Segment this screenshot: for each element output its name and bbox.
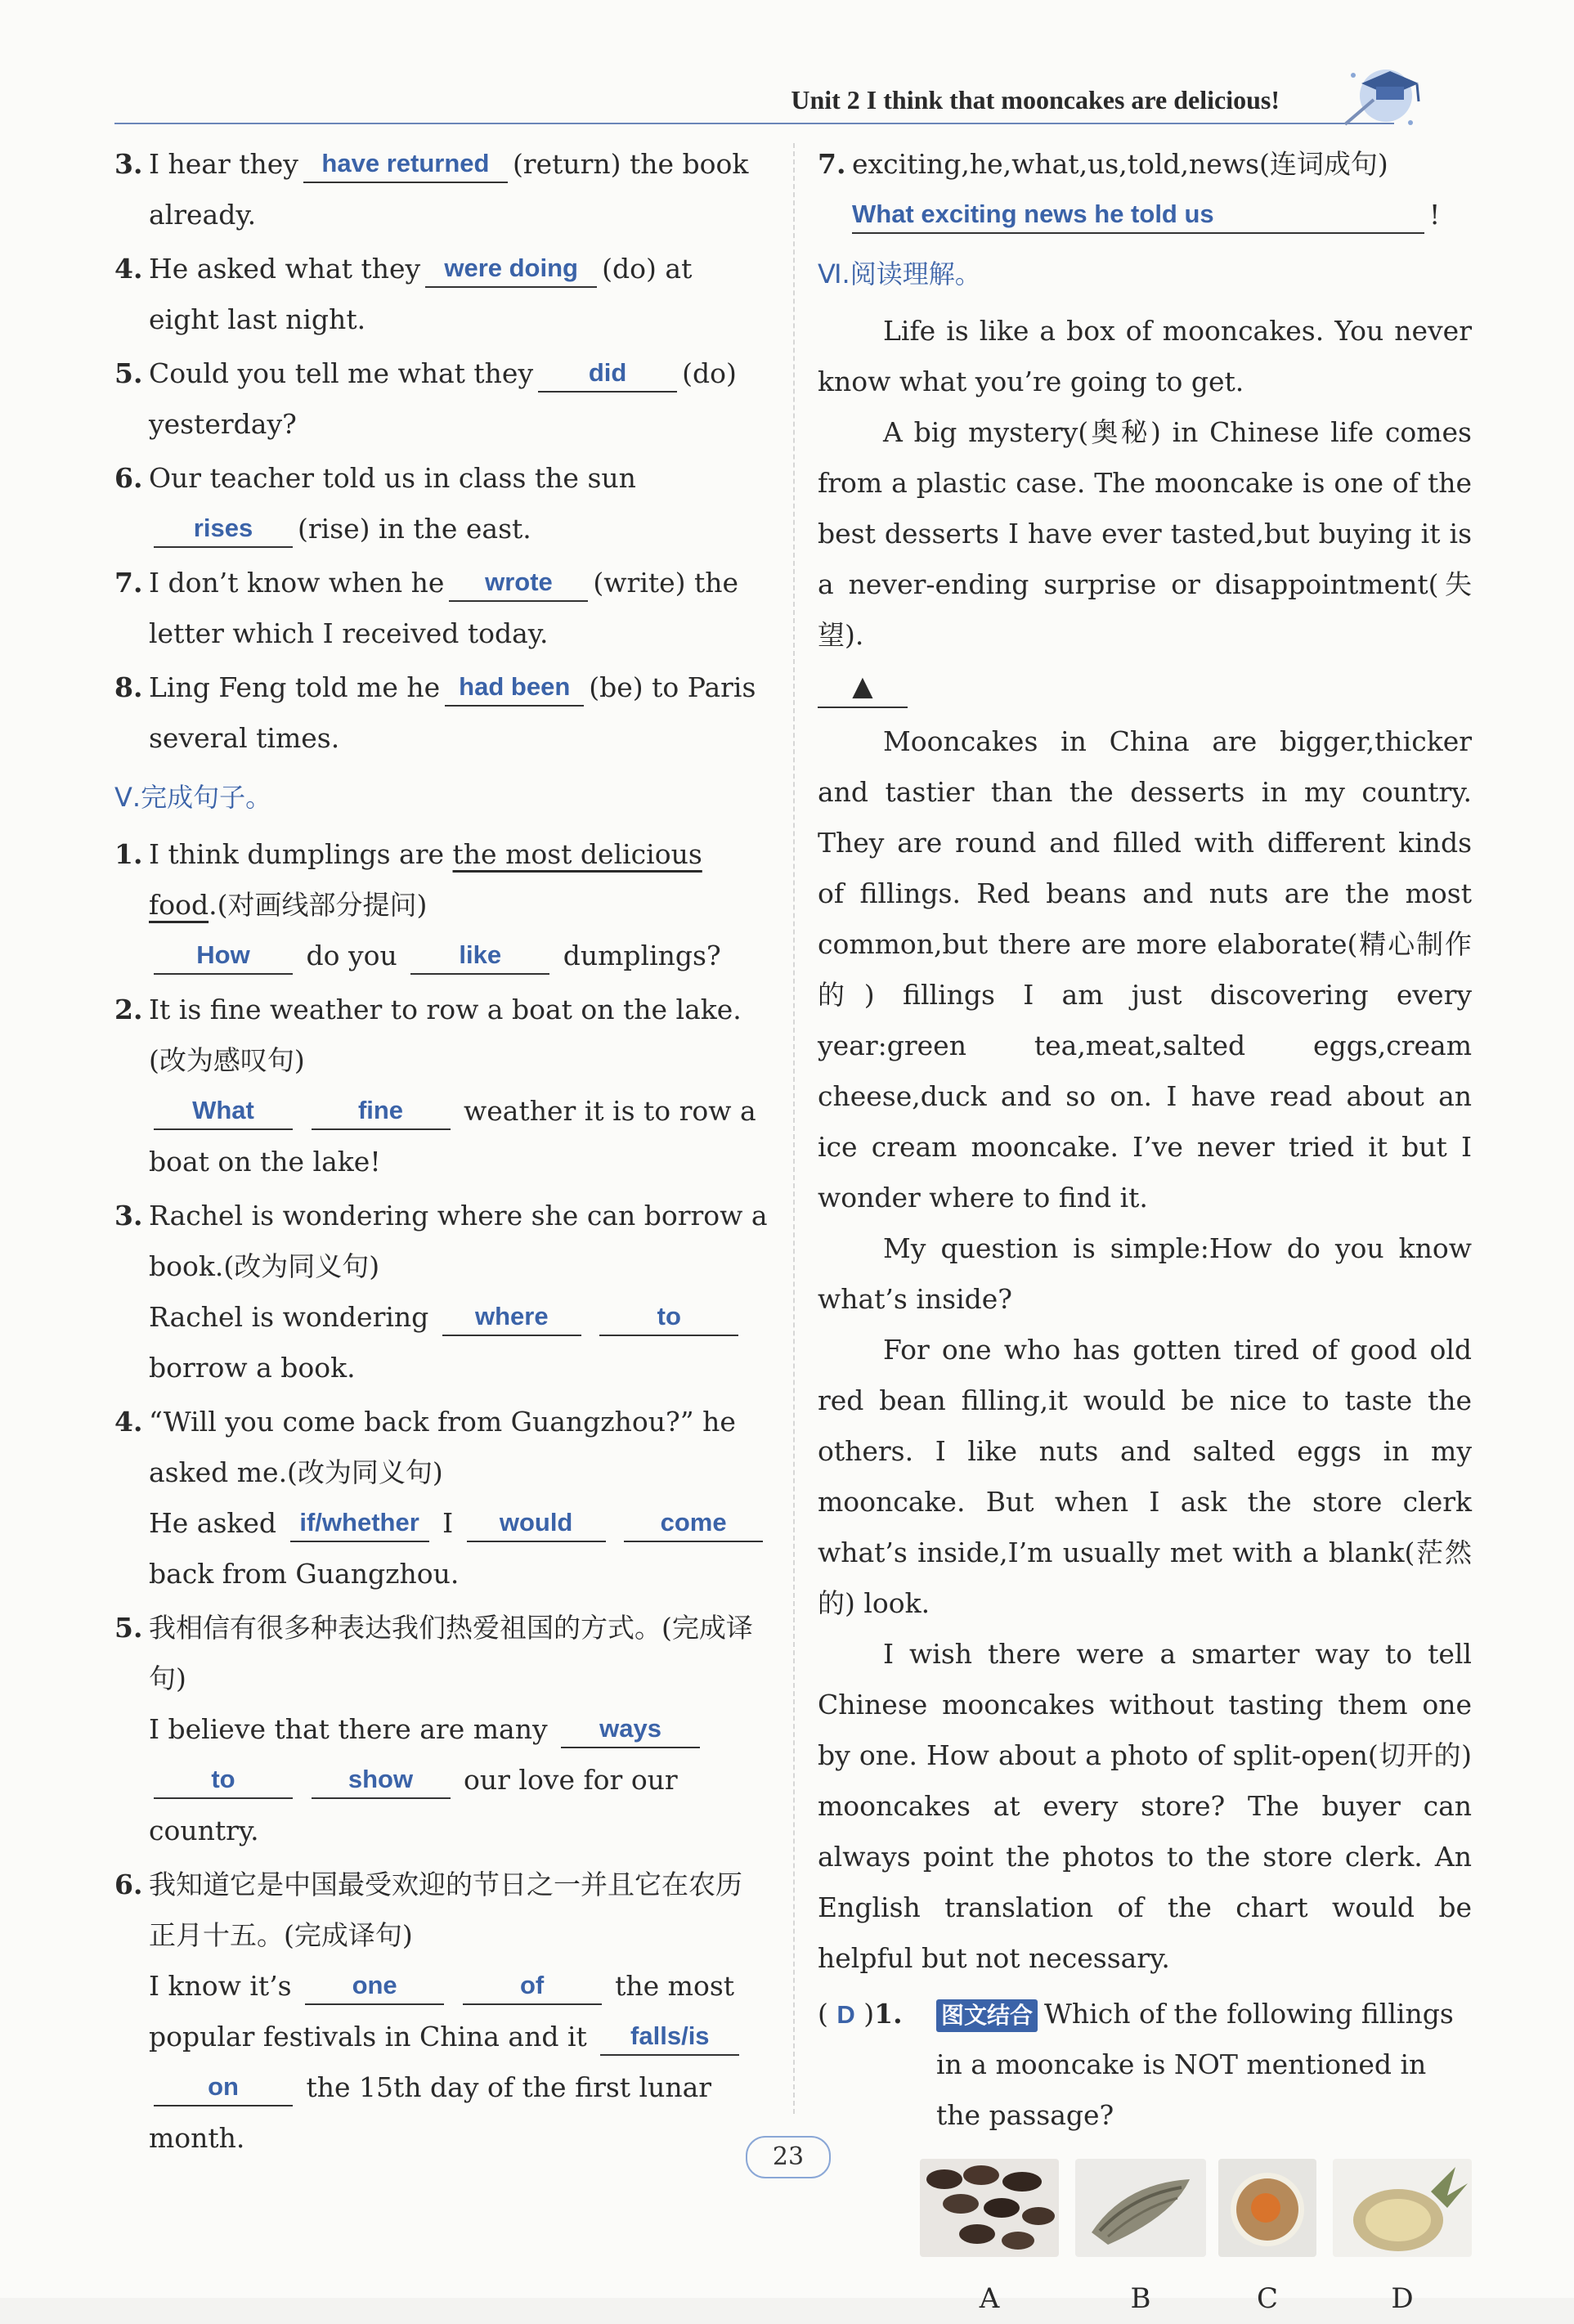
answer-text: ways [599, 1714, 662, 1743]
item-text: (be) to Paris several times. [149, 671, 756, 754]
answer-text: had been [459, 672, 571, 701]
item-text: “Will you come back from Guangzhou?” he asked me.(改为同义句) [149, 1406, 736, 1488]
item-number: 3. [114, 1200, 143, 1232]
sentence-item [114, 1191, 769, 1393]
right-column [818, 139, 1472, 2322]
answer-text: of [519, 1971, 545, 1999]
item-text: I think dumplings are [149, 838, 445, 870]
mcq-answer-bracket: ( D )1. [818, 1998, 903, 2030]
header-rule [114, 123, 1394, 124]
answer-blank [312, 1761, 451, 1799]
mcq-item [818, 1989, 1472, 2141]
answer-text: show [348, 1765, 414, 1793]
page-header [114, 75, 1460, 124]
answer-text: would [499, 1508, 573, 1537]
graduation-cap-icon [1329, 59, 1427, 132]
item-text: I know it’s [149, 1970, 292, 2002]
item-text: (do) at eight last night. [149, 253, 693, 335]
item-text: the most popular festivals in China and it [149, 1970, 735, 2053]
item-text: I [442, 1507, 454, 1539]
option-label: A [979, 2282, 1000, 2315]
answer-text: one [352, 1971, 397, 1999]
passage-paragraph: A big mystery(奥秘) in Chinese life comes from a plastic case. The mooncake is one of the best desserts I have ever tasted,but buying it is a never-ending surprise or disappointment(失望). [818, 416, 1472, 651]
item-text: He asked [149, 1507, 277, 1539]
item-text: It is fine weather to row a boat on the lake.(改为感叹句) [149, 994, 742, 1076]
option-label: D [1391, 2282, 1414, 2315]
item-text: weather it is to row a boat on the lake! [149, 1095, 756, 1178]
item-number: 4. [114, 1406, 143, 1438]
section-heading: Ⅵ.阅读理解。 [818, 258, 981, 289]
item-number: 6. [114, 462, 143, 494]
answer-text: were doing [444, 253, 578, 282]
answer-blank [624, 1504, 763, 1542]
item-text: do you [306, 940, 397, 971]
item-number: 3. [114, 148, 143, 180]
answer-text: to [211, 1765, 235, 1793]
answer-blank [599, 1298, 738, 1336]
item-number: 4. [114, 253, 143, 285]
item-text: (do) yesterday? [149, 357, 737, 440]
answer-blank [463, 1967, 602, 2005]
answer-text: wrote [485, 568, 553, 596]
item-text: (write) the letter which I received today. [149, 567, 739, 649]
answer-blank [467, 1504, 606, 1542]
item-text: (rise) in the east. [298, 513, 531, 545]
answer-text: did [588, 358, 627, 387]
option-images [818, 2159, 1472, 2322]
answer-blank [154, 509, 293, 548]
item-text: our love for our country. [149, 1764, 678, 1846]
answer-text: come [660, 1508, 727, 1537]
exercise-item [114, 558, 769, 659]
answer-blank [410, 936, 549, 975]
item-text: exciting,he,what,us,told,news(连词成句) [852, 148, 1388, 180]
tea-image [1075, 2159, 1206, 2257]
passage-paragraph: Life is like a box of mooncakes. You never know what you’re going to get. [818, 315, 1472, 397]
page-number: 23 [746, 2136, 831, 2178]
exercise-item [114, 662, 769, 764]
item-number: 6. [114, 1869, 143, 1900]
answer-blank [600, 2017, 739, 2056]
item-text: Could you tell me what they [149, 357, 534, 389]
item-text: 我相信有很多种表达我们热爱祖国的方式。(完成译句) [149, 1612, 753, 1694]
answer-blank [449, 563, 588, 602]
exercise-item [114, 453, 769, 554]
item-number: 5. [114, 357, 143, 389]
answer-text: if/whether [299, 1508, 419, 1537]
item-number: 1. [874, 1998, 903, 2030]
pineapple-image [1333, 2159, 1472, 2257]
answer-blank [425, 249, 597, 288]
answer-blank [290, 1504, 429, 1542]
item-number: 8. [114, 671, 143, 703]
sentence-item [114, 1603, 769, 1856]
beans-image [920, 2159, 1059, 2257]
left-column [114, 139, 769, 2167]
answer-text: like [459, 940, 502, 969]
sentence-item [818, 139, 1472, 240]
answer-blank [154, 1761, 293, 1799]
answer-blank [442, 1298, 581, 1336]
answer-text: where [474, 1302, 549, 1330]
triangle-marker: ▲ [818, 666, 908, 708]
answer-text: falls/is [630, 2021, 710, 2050]
answer-blank [852, 195, 1424, 234]
answer-text: fine [357, 1096, 404, 1124]
item-number: 5. [114, 1612, 143, 1644]
item-text: the 15th day of the first lunar month. [149, 2071, 712, 2154]
item-text: back from Guangzhou. [149, 1558, 460, 1590]
section-heading: Ⅴ.完成句子。 [114, 782, 272, 813]
item-text: Rachel is wondering where she can borrow a book.(改为同义句) [149, 1200, 768, 1282]
answer-text: D [836, 2000, 855, 2029]
item-text: I believe that there are many [149, 1713, 548, 1745]
answer-blank [561, 1710, 700, 1748]
passage-paragraph: Mooncakes in China are bigger,thicker and tastier than the desserts in my country. They are round and filled with different kinds of fillings. Red beans and nuts are the most common,but there are more elaborate(精心制作的) fillings I am just discovering every year:green tea,meat,salted eggs,cream cheese,duck and so on. I have read about an ice cream mooncake. I’ve never tried it but I wonder where to find it. [818, 725, 1472, 1214]
item-text: He asked what they [149, 253, 421, 285]
passage-paragraph: For one who has gotten tired of good old red bean filling,it would be nice to taste the others. I like nuts and salted eggs in my mooncake. But when I ask the store clerk what’s inside,I’m usually met with a blank(茫然的) look. [818, 1334, 1472, 1619]
option-label: B [1130, 2282, 1151, 2315]
sentence-item [114, 829, 769, 981]
answer-text: on [208, 2072, 239, 2101]
exercise-item [114, 244, 769, 345]
answer-blank [305, 1967, 444, 2005]
answer-text: What [192, 1096, 254, 1124]
answer-blank [154, 1092, 293, 1130]
item-text: 我知道它是中国最受欢迎的节日之一并且它在农历正月十五。(完成译句) [149, 1869, 742, 1951]
question-text: Which of the following fillings in a mooncake is NOT mentioned in the passage? [936, 1998, 1454, 2131]
item-text: ! [1429, 199, 1441, 231]
answer-blank [154, 936, 293, 975]
answer-text: rises [193, 514, 253, 542]
answer-text: What exciting news he told us [852, 200, 1214, 228]
answer-blank [538, 354, 677, 393]
underlined-text: the most delicious food [149, 838, 702, 921]
sentence-item [114, 1860, 769, 2164]
column-divider [793, 143, 795, 2114]
item-number: 1. [114, 838, 143, 870]
option-label: C [1256, 2282, 1278, 2315]
exercise-item [114, 348, 769, 450]
answer-text: to [657, 1302, 681, 1330]
passage-paragraph: My question is simple:How do you know what’s inside? [818, 1232, 1472, 1315]
item-text: I don’t know when he [149, 567, 445, 599]
item-text: Rachel is wondering [149, 1301, 429, 1333]
sentence-item [114, 985, 769, 1187]
item-text: dumplings? [563, 940, 721, 971]
item-instruction: .(对画线部分提问) [209, 889, 428, 921]
item-number: 7. [818, 148, 846, 180]
answer-text: How [196, 940, 250, 969]
item-number: 7. [114, 567, 143, 599]
item-text: borrow a book. [149, 1352, 356, 1384]
item-text: Our teacher told us in class the sun [149, 462, 636, 494]
answer-blank [154, 2068, 293, 2106]
answer-text: have returned [321, 149, 490, 177]
item-text: Ling Feng told me he [149, 671, 441, 703]
salted-egg-image [1218, 2159, 1316, 2257]
answer-blank [445, 668, 584, 707]
answer-blank [303, 145, 508, 183]
item-text: I hear they [149, 148, 298, 180]
exercise-item [114, 139, 769, 240]
answer-blank [312, 1092, 451, 1130]
unit-title: Unit 2 I think that mooncakes are delicious! [791, 85, 1280, 114]
item-number: 2. [114, 994, 143, 1025]
passage-paragraph: I wish there were a smarter way to tell Chinese mooncakes without tasting them one by one. How about a photo of split-open(切开的) mooncakes at every store? The buyer can always point the photos to the store clerk. An English translation of the chart would be helpful but not necessary. [818, 1638, 1472, 1974]
question-type-tag: 图文结合 [936, 1999, 1038, 2032]
sentence-item [114, 1397, 769, 1599]
item-text: (return) the book already. [149, 148, 749, 231]
